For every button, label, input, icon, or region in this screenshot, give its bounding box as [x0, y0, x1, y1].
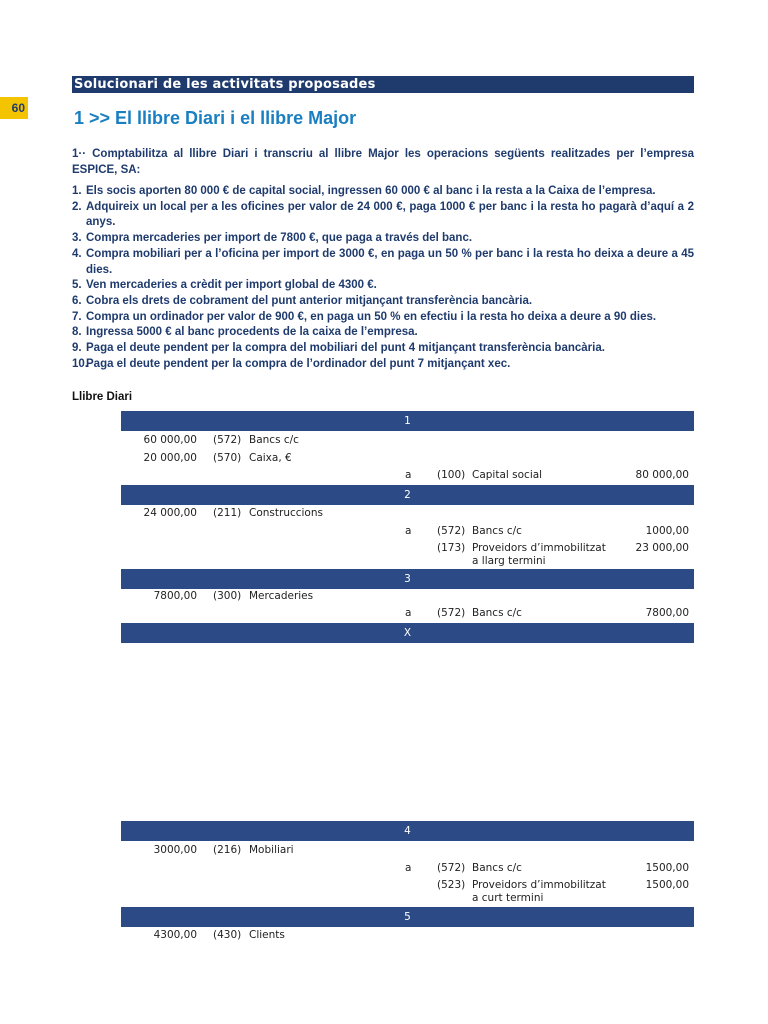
debit-account-code: (300): [213, 590, 242, 602]
credit-marker: a: [405, 607, 412, 619]
credit-account-code: (173): [437, 542, 466, 554]
operation-item: 5. Ven mercaderies a crèdit per import global de 4300 €.: [72, 279, 377, 292]
debit-account-name: Bancs c/c: [249, 434, 299, 446]
chapter-header: Solucionari de les activitats proposades: [72, 76, 694, 93]
debit-amount: 3000,00: [153, 844, 197, 856]
debit-account-name: Mobiliari: [249, 844, 294, 856]
entry-header-3: 3: [121, 569, 694, 589]
credit-account-code: (523): [437, 879, 466, 891]
credit-account-name: Bancs c/c: [472, 862, 522, 874]
journal-label: Llibre Diari: [72, 391, 133, 403]
journal-row: [121, 927, 694, 943]
entry-header-1: 1: [121, 411, 694, 431]
credit-account-code: (572): [437, 607, 466, 619]
entry-header-5: 5: [121, 907, 694, 927]
debit-account-name: Clients: [249, 929, 285, 941]
credit-account-code: (100): [437, 469, 466, 481]
credit-marker: a: [405, 862, 412, 874]
operation-item: 10.Paga el deute pendent per la compra de l’ordinador del punt 7 mitjançant xec.: [72, 357, 511, 370]
credit-marker: a: [405, 469, 412, 481]
debit-account-name: Construccions: [249, 507, 323, 519]
debit-account-code: (216): [213, 844, 242, 856]
journal-row: [121, 523, 694, 539]
debit-account-name: Caixa, €: [249, 452, 292, 464]
journal-row: [121, 450, 694, 466]
credit-amount: 7800,00: [645, 607, 689, 619]
operation-item: 1. Els socis aporten 80 000 € de capital social, ingressen 60 000 € al banc i la resta a la Caixa de l’empresa.: [72, 185, 656, 197]
operation-item: 6. Cobra els drets de cobrament del punt anterior mitjançant transferència bancària.: [72, 294, 533, 307]
debit-account-code: (570): [213, 452, 242, 464]
debit-amount: 20 000,00: [143, 452, 197, 464]
credit-amount: 1500,00: [645, 862, 689, 874]
debit-amount: 60 000,00: [143, 434, 197, 446]
credit-account-code: (572): [437, 862, 466, 874]
exercise-intro: 1·· Comptabilitza al llibre Diari i transcriu al llibre Major les operacions següents realitzades per l’empresa ESPICE, SA:: [72, 148, 694, 176]
credit-account-name: Bancs c/c: [472, 607, 522, 619]
journal-row: [121, 588, 694, 604]
operation-item: 2. Adquireix un local per a les oficines per valor de 24 000 €, paga 1000 € per banc i la resta ho pagarà d’aquí a 2 anys.: [72, 200, 694, 229]
journal-row: [121, 877, 694, 905]
operations-list: [72, 184, 694, 372]
debit-account-name: Mercaderies: [249, 590, 314, 602]
operation-item: 3. Compra mercaderies per import de 7800 €, que paga a través del banc.: [72, 232, 473, 245]
credit-account-code: (572): [437, 525, 466, 537]
operation-item: 9. Paga el deute pendent per la compra del mobiliari del punt 4 mitjançant transferència bancària.: [72, 342, 605, 355]
credit-account-name: Capital social: [472, 469, 543, 481]
credit-account-name: Proveidors d’immobilitzat a curt termini: [472, 879, 606, 904]
credit-amount: 23 000,00: [635, 542, 689, 554]
journal-row: [121, 605, 694, 621]
debit-account-code: (211): [213, 507, 242, 519]
debit-account-code: (572): [213, 434, 242, 446]
operation-item: 8. Ingressa 5000 € al banc procedents de la caixa de l’empresa.: [72, 326, 418, 339]
journal-row: [121, 860, 694, 876]
credit-marker: a: [405, 525, 412, 537]
journal-row: [121, 505, 694, 521]
debit-account-code: (430): [213, 929, 242, 941]
credit-account-name: Proveidors d’immobilitzat a llarg termini: [472, 542, 606, 567]
debit-amount: 24 000,00: [143, 507, 197, 519]
journal-row: [121, 432, 694, 448]
debit-amount: 7800,00: [153, 590, 197, 602]
section-title: 1 >> El llibre Diari i el llibre Major: [74, 108, 357, 128]
journal-row: [121, 842, 694, 858]
credit-amount: 80 000,00: [635, 469, 689, 481]
credit-account-name: Bancs c/c: [472, 525, 522, 537]
journal-row: [121, 540, 694, 568]
credit-amount: 1000,00: [645, 525, 689, 537]
page-number-badge: 60: [0, 97, 28, 119]
entry-header-4: 4: [121, 821, 694, 841]
entry-header-2: 2: [121, 485, 694, 505]
operation-item: 4. Compra mobiliari per a l’oficina per import de 3000 €, en paga un 50 % per banc i la resta ho deixa a deure a 45 dies.: [72, 247, 694, 276]
credit-amount: 1500,00: [645, 879, 689, 891]
journal-row: [121, 467, 694, 483]
operation-item: 7. Compra un ordinador per valor de 900 €, en paga un 50 % en efectiu i la resta ho deixa a deure a 90 dies.: [72, 310, 657, 323]
debit-amount: 4300,00: [153, 929, 197, 941]
entry-header-x: X: [121, 623, 694, 643]
